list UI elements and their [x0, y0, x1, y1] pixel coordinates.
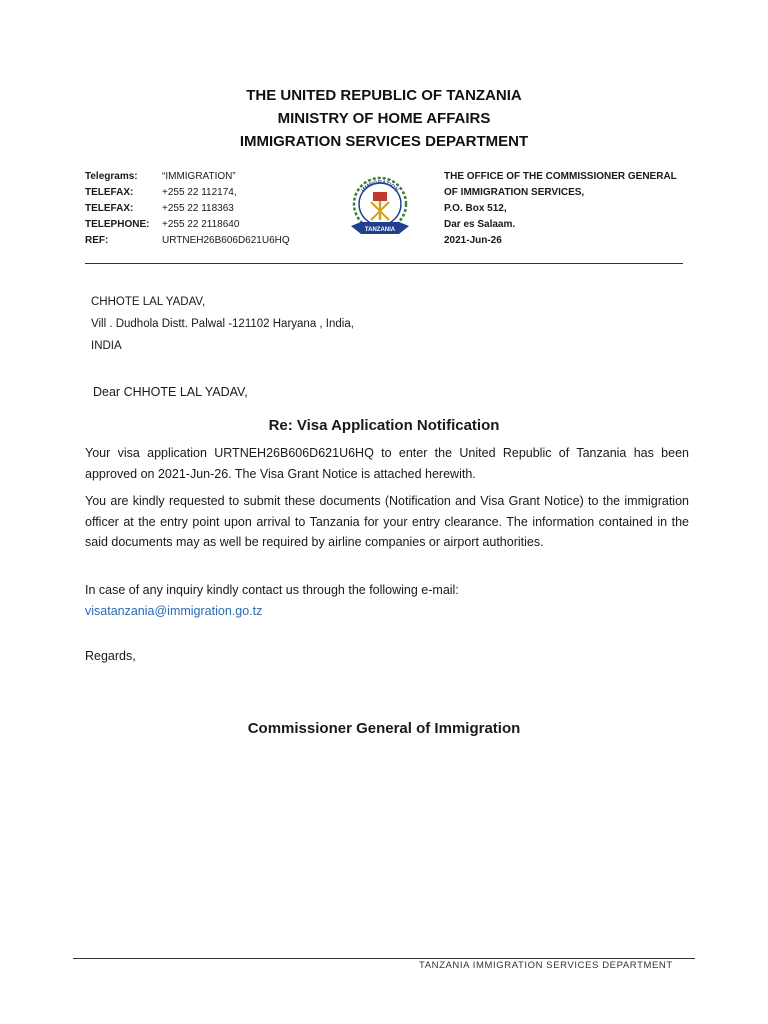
office-line: Dar es Salaam.: [444, 219, 516, 230]
contact-value: “IMMIGRATION”: [162, 171, 236, 182]
contact-label: REF:: [85, 235, 109, 246]
contact-label: TELEFAX:: [85, 203, 134, 214]
contact-value: +255 22 2118640: [162, 219, 240, 230]
contact-block: [85, 169, 290, 249]
contact-row: [85, 233, 290, 249]
contact-row: [85, 185, 290, 201]
paragraph-approval: Your visa application URTNEH26B606D621U6HQ to enter the United Republic of Tanzania has been approved on 2021-Jun-26. The Visa Grant Notice is attached herewith.: [85, 446, 689, 481]
salutation: Dear CHHOTE LAL YADAV,: [93, 385, 248, 399]
office-block: [444, 169, 677, 249]
contact-row: [85, 201, 290, 217]
header-ministry: MINISTRY OF HOME AFFAIRS: [277, 110, 491, 127]
contact-value: +255 22 112174,: [162, 187, 237, 198]
closing: Regards,: [85, 649, 136, 663]
header-department: IMMIGRATION SERVICES DEPARTMENT: [239, 133, 529, 150]
office-line: P.O. Box 512,: [444, 203, 507, 214]
contact-value: +255 22 118363: [162, 203, 234, 214]
contact-label: TELEPHONE:: [85, 219, 150, 230]
contact-label: TELEFAX:: [85, 187, 134, 198]
recipient-address: [91, 291, 354, 357]
letter-date: 2021-Jun-26: [444, 235, 502, 246]
address-line: Vill . Dudhola Distt. Palwal -121102 Haryana , India,: [91, 318, 354, 330]
footer-text: TANZANIA IMMIGRATION SERVICES DEPARTMENT: [419, 960, 673, 971]
address-line: CHHOTE LAL YADAV,: [91, 296, 206, 308]
contact-label: Telegrams:: [85, 171, 138, 182]
address-line: INDIA: [91, 340, 122, 352]
signer-title: Commissioner General of Immigration: [247, 720, 521, 737]
paragraph-instructions: You are kindly requested to submit these documents (Notification and Visa Grant Notice) to the immigration officer at the entry point upon arrival to Tanzania for your entry clearance. The information contained in the said documents may as well be required by airline companies or airport authorities.: [85, 494, 689, 549]
header-divider: [85, 263, 683, 264]
footer-divider: [73, 958, 695, 959]
contact-row: [85, 217, 290, 233]
immigration-crest-icon: [349, 168, 411, 246]
crest-banner-text: TANZANIA: [364, 227, 396, 233]
subject-line: Re: Visa Application Notification: [268, 417, 500, 434]
crest-top-text: IMMIGRATION: [360, 179, 400, 194]
office-line: THE OFFICE OF THE COMMISSIONER GENERAL: [444, 171, 677, 182]
contact-sentence: In case of any inquiry kindly contact us through the following e-mail:: [85, 583, 459, 597]
header-country: THE UNITED REPUBLIC OF TANZANIA: [246, 87, 522, 104]
reference-number: URTNEH26B606D621U6HQ: [162, 235, 290, 246]
contact-row: [85, 169, 290, 185]
paragraph-contact: [85, 580, 689, 621]
office-line: OF IMMIGRATION SERVICES,: [444, 187, 585, 198]
email-link[interactable]: visatanzania@immigration.go.tz: [85, 603, 263, 618]
